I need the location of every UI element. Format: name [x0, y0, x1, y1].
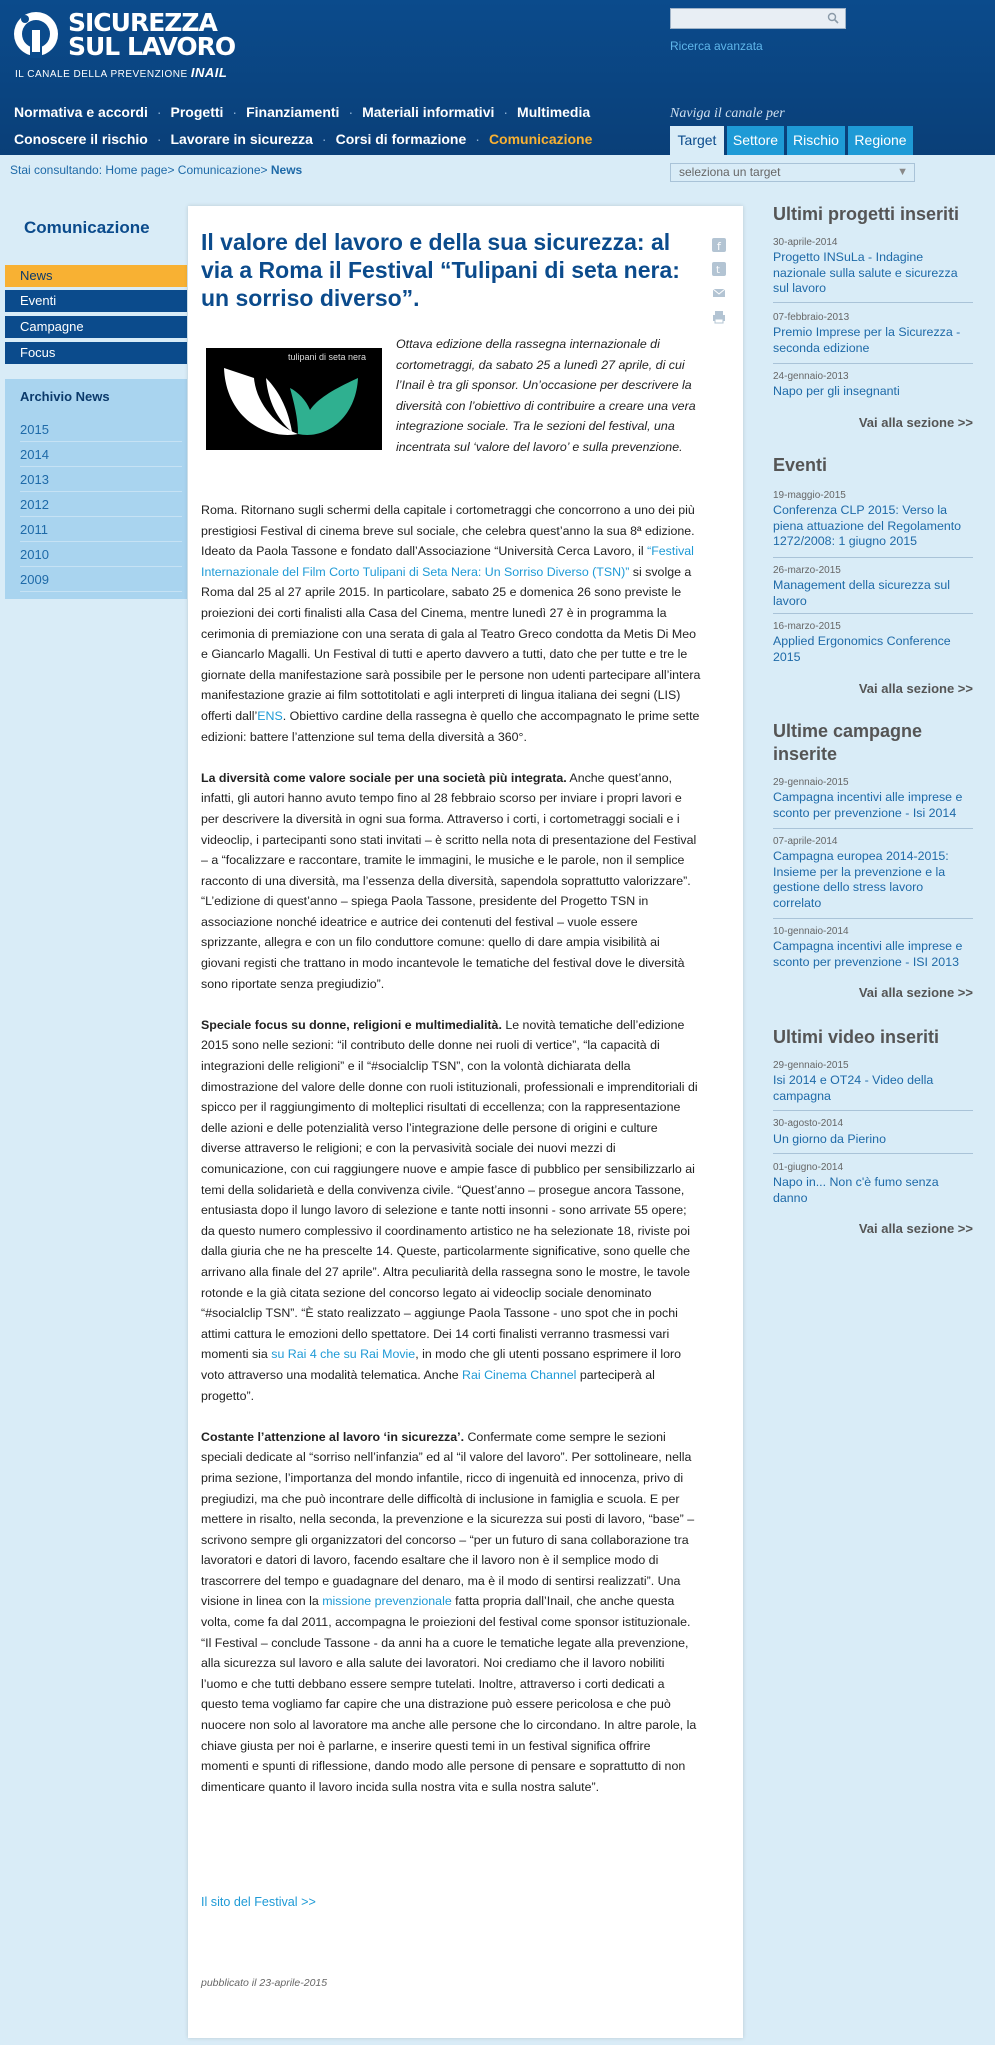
naviga-label: Naviga il canale per — [670, 106, 785, 121]
archive-year-2010[interactable]: 2010 — [20, 542, 182, 567]
festival-logo-caption: tulipani di seta nera — [288, 352, 367, 362]
sidebar-item-focus[interactable]: Focus — [5, 342, 187, 364]
breadcrumb: Stai consultando: Home page> Comunicazione> News — [10, 163, 303, 177]
evento-date: 19-maggio-2015 — [773, 490, 846, 501]
nav-normativa[interactable]: Normativa e accordi — [14, 104, 148, 120]
sidebar-item-news[interactable]: News — [5, 265, 187, 287]
nav-corsi-formazione[interactable]: Corsi di formazione — [335, 131, 467, 147]
progetto-date: 24-gennaio-2013 — [773, 371, 849, 382]
divider — [773, 918, 973, 919]
archivio-title: Archivio News — [20, 389, 110, 404]
svg-text:t: t — [716, 265, 720, 276]
article-paragraph-1: Roma. Ritornano sugli schermi della capitale i cortometraggi che concorrono a uno dei più prestigiosi Festival di cinema breve sul sociale, che celebra quest’anno la sua 8ª edizione. Ideato da Paola Tassone e fondato dall’Associazione “Università Cerca Lavoro, il “Festival Internazionale del Film Corto Tulipani di Seta Nera: Un Sorriso Diverso (TSN)” si svolge a Roma dal 25 al 27 aprile 2015. In particolare, sabato 25 e domenica 26 sono previste le proiezioni dei corti finalisti alla Casa del Cinema, mentre lunedì 27 è in programma la cerimonia di premiazione con una serata di gala al Teatro Greco condotta da Metis Di Meo e Giancarlo Magalli. Un Festival di tutti e aperto davvero a tutti, dato che per tutte e tre le giornate della manifestazione sarà possibile per le persone non udenti partecipare all’intera manifestazione grazie ai film sottotitolati e agli interpreti di lingua italiana dei segni (LIS) offerti dall’ENS. Obiettivo cardine della rassegna è quello che accompagnato le prime sette edizioni: battere l’attenzione sul tema della diversità a 360°. — [201, 503, 701, 744]
evento-link[interactable]: Conferenza CLP 2015: Verso la piena attuazione del Regolamento 1272/2008: 1 giugno 2015 — [773, 503, 962, 548]
divider — [773, 557, 973, 558]
evento-date: 26-marzo-2015 — [773, 565, 841, 576]
archivio-news-box — [5, 379, 187, 599]
festival-tsn-link[interactable]: “Festival Internazionale del Film Corto Tulipani di Seta Nera: Un Sorriso Diverso (TSN)” — [201, 544, 694, 579]
campagne-more-link[interactable]: Vai alla sezione >> — [858, 985, 973, 1000]
site-logo[interactable] — [12, 8, 237, 80]
progetto-date: 07-febbraio-2013 — [773, 312, 850, 323]
nav-lavorare-sicurezza[interactable]: Lavorare in sicurezza — [170, 131, 313, 147]
archive-year-2014[interactable]: 2014 — [20, 442, 182, 467]
article-paragraph-4: Costante l’attenzione al lavoro ‘in sicurezza’. Confermate come sempre le sezioni speciali dedicate al “sorriso nell’infanzia” ed al “il valore del lavoro”. Per sottolineare, nella prima sezione, l’importanza del mondo infantile, ricco di ingenuità ed innocenza, privo di pregiudizi, ma che può incontrare delle difficoltà di inclusione in famiglia e scuola. E per mettere in risalto, nella seconda, la prevenzione e la sicurezza sui posti di lavoro, “base” – scrivono sempre gli organizzatori del concorso – “per un futuro di sana collaborazione tra lavoratori e datori di lavoro, facendo esaltare che il lavoro non è il semplice modo di trascorrere del tempo e guadagnare del denaro, ma è il modo di sentirsi realizzati”. Una visione in linea con la missione prevenzionale fatta propria dall’Inail, che anche questa volta, come fa dal 2011, accompagna le proiezioni del festival come sponsor istituzionale. “Il Festival – conclude Tassone - da anni ha a cuore le tematiche legate alla prevenzione, alla sicurezza sul lavoro e alla salute dei lavoratori. Noi crediamo che il lavoro nobiliti l’uomo e che tutti debbano essere sempre tutelati. Inoltre, attraverso i corti dedicati a questo tema vogliamo far capire che una distrazione può essere pericolosa e che può nuocere non solo al lavoratore ma anche alle persone che lo circondano. In altre parole, la chiave giusta per noi è parlarne, e inserire questi temi in un festival significa offrire momenti e spunti di riflessione, dando modo alle persone di pensare e soprattutto di non dimenticare quanto il lavoro incida sulla nostra vita e sulla nostra salute”. — [201, 1429, 697, 1794]
article-card — [188, 206, 743, 2038]
email-icon[interactable] — [712, 286, 726, 300]
main-nav-row1: Normativa e accordi · Progetti · Finanziamenti · Materiali informativi · Multimedia — [14, 104, 591, 120]
progetto-link[interactable]: Progetto INSuLa - Indagine nazionale sulla salute e sicurezza sul lavoro — [773, 250, 958, 295]
twitter-icon[interactable] — [712, 262, 726, 276]
tab-rischio[interactable]: Rischio — [787, 126, 845, 155]
tab-regione[interactable]: Regione — [848, 126, 913, 155]
archive-year-2012[interactable]: 2012 — [20, 492, 182, 517]
nav-materiali[interactable]: Materiali informativi — [362, 104, 495, 120]
main-nav-row2: Conoscere il rischio · Lavorare in sicurezza · Corsi di formazione · Comunicazione — [14, 131, 593, 147]
progetto-link[interactable]: Premio Imprese per la Sicurezza - seconda edizione — [773, 325, 961, 355]
progetti-section-title: Ultimi progetti inseriti — [773, 204, 960, 224]
inail-brand: INAIL — [190, 65, 228, 80]
divider — [773, 613, 973, 614]
evento-link[interactable]: Management della sicurezza sul lavoro — [773, 578, 951, 608]
logo-line2: SUL LAVORO — [68, 32, 236, 61]
logo-mark-icon — [12, 10, 60, 58]
video-link[interactable]: Un giorno da Pierino — [773, 1132, 886, 1146]
campagna-link[interactable]: Campagna incentivi alle imprese e sconto per prevenzione - ISI 2013 — [773, 939, 963, 969]
progetti-more-link[interactable]: Vai alla sezione >> — [858, 415, 973, 430]
chevron-down-icon: ▼ — [897, 166, 908, 178]
target-select-value: seleziona un target — [679, 165, 781, 179]
nav-comunicazione[interactable]: Comunicazione — [488, 131, 593, 147]
facebook-icon[interactable] — [712, 238, 726, 252]
campagna-link[interactable]: Campagna incentivi alle imprese e sconto per prevenzione - Isi 2014 — [773, 790, 963, 820]
video-more-link[interactable]: Vai alla sezione >> — [858, 1221, 973, 1236]
section-title: Comunicazione — [24, 218, 150, 237]
nav-multimedia[interactable]: Multimedia — [517, 104, 591, 120]
campagna-link[interactable]: Campagna europea 2014-2015: Insieme per la prevenzione e la gestione dello stress lavoro correlato — [773, 849, 949, 910]
missione-prevenzionale-link[interactable]: missione prevenzionale — [322, 1594, 452, 1609]
archive-year-2013[interactable]: 2013 — [20, 467, 182, 492]
nav-progetti[interactable]: Progetti — [170, 104, 224, 120]
sidebar-item-eventi[interactable]: Eventi — [5, 290, 187, 312]
breadcrumb-home[interactable]: Home page — [105, 163, 168, 177]
logo-line1: SICUREZZA — [68, 8, 217, 37]
nav-finanziamenti[interactable]: Finanziamenti — [246, 104, 340, 120]
advanced-search-link[interactable]: Ricerca avanzata — [670, 39, 763, 53]
breadcrumb-prefix: Stai consultando: — [10, 163, 103, 177]
archive-year-2015[interactable]: 2015 — [20, 417, 182, 442]
tab-target[interactable]: Target — [670, 126, 724, 155]
article-paragraph-2: La diversità come valore sociale per una società più integrata. Anche quest’anno, infatti, gli autori hanno avuto tempo fino al 28 febbraio scorso per inviare i propri lavori e per descrivere la diversità in ogni sua forma. Attraverso i corti, i cortometraggi sociali e i videoclip, i partecipanti sono stati invitati – è scritto nella nota di presentazione del Festival – a “focalizzare e raccontare, tramite le immagini, le musiche e le parole, non il semplice racconto di una diversità, ma l’essenza della diversità, sapendola soprattutto valorizzare”. “L’edizione di quest’anno – spiega Paola Tassone, presidente del Progetto TSN in associazione nonché ideatrice e autrice dei contenuti del festival – vuole essere sprizzante, allegra e con un filo conduttore comune: quello di dare ampia visibilità ai giovani registi che trattano in modo incantevole le tematiche del festival dove le diversità sono riportate senza pregiudizio”. — [201, 770, 697, 991]
lead-text: Ottava edizione della rassegna internazionale di cortometraggi, da sabato 25 a lunedì 27 aprile, di cui l’Inail è tra gli sponsor. Un’occasione per descrivere la diversità con l’obiettivo di contribuire a creare una vera integrazione sociale. Tra le sezioni del festival, una incentrata sul ‘valore del lavoro’ e sulla prevenzione. — [396, 337, 696, 454]
divider — [773, 1153, 973, 1154]
progetto-date: 30-aprile-2014 — [773, 237, 838, 248]
campagna-date: 10-gennaio-2014 — [773, 926, 849, 937]
tab-settore[interactable]: Settore — [727, 126, 784, 155]
video-date: 30-agosto-2014 — [773, 1118, 844, 1129]
divider — [773, 302, 973, 303]
evento-date: 16-marzo-2015 — [773, 621, 841, 632]
sidebar-item-campagne[interactable]: Campagne — [5, 316, 187, 338]
divider — [773, 1110, 973, 1111]
breadcrumb-current: News — [270, 163, 303, 177]
video-link[interactable]: Isi 2014 e OT24 - Video della campagna — [773, 1073, 934, 1103]
article-paragraph-3: Speciale focus su donne, religioni e multimedialità. Le novità tematiche dell’edizione 2015 sono nelle sezioni: “il contributo delle donne nei ruoli di vertice”, “la capacità di integrazioni delle religioni” e il “#socialclip TSN”, con la volontà dichiarata della dimostrazione del valore delle donne con ruoli istituzionali, professionali e imprenditoriali di spicco per il raggiungimento di molteplici risultati di eccellenza; con la rappresentazione delle azioni e delle potenzialità verso l’integrazione delle persone di origini e culture diverse attraverso le religioni; e con la pervasività sociale dei nuovi mezzi di comunicazione, con cui raggiungere nuove e ampie fasce di pubblico per sensibilizzarlo ai temi della solidarietà e della convivenza civile. “Quest’anno – prosegue ancora Tassone, entusiasta dopo il lungo lavoro di selezione e tante notti insonni - sono arrivate 55 opere; da questo numero complessivo il coordinamento artistico ne ha selezionate 18, riviste poi dalla giuria che ne ha prescelte 14. Queste, particolarmente significative, sono quelle che arrivano alla finale del 27 aprile”. Altra peculiarità della rassegna sono le mostre, le tavole rotonde e la già citata sezione del concorso legato ai videoclip sociale denominato “#socialclip TSN”. “È stato realizzato – aggiunge Paola Tassone - uno spot che in pochi attimi cattura le emozioni dello spettatore. Dei 14 corti finalisti verranno trasmessi vari momenti sia su Rai 4 che su Rai Movie, in modo che gli utenti possano esprimere il loro voto attraverso una modalità telematica. Anche Rai Cinema Channel parteciperà al progetto”. — [201, 1017, 698, 1403]
article-body — [201, 500, 701, 1818]
eventi-more-link[interactable]: Vai alla sezione >> — [858, 681, 973, 696]
nav-conoscere-rischio[interactable]: Conoscere il rischio — [14, 131, 148, 147]
archive-year-2011[interactable]: 2011 — [20, 517, 182, 542]
logo-tagline: IL CANALE DELLA PREVENZIONE INAIL — [15, 65, 228, 80]
target-select[interactable] — [670, 163, 915, 182]
video-date: 29-gennaio-2015 — [773, 1060, 849, 1071]
divider — [773, 828, 973, 829]
video-section-title: Ultimi video inseriti — [773, 1027, 940, 1047]
campagna-date: 07-aprile-2014 — [773, 836, 838, 847]
rai-cinema-channel-link[interactable]: Rai Cinema Channel — [462, 1367, 577, 1382]
svg-text:f: f — [717, 240, 721, 252]
site-header — [0, 0, 995, 155]
video-date: 01-giugno-2014 — [773, 1162, 844, 1173]
breadcrumb-section[interactable]: Comunicazione — [177, 163, 261, 177]
published-date: pubblicato il 23-aprile-2015 — [201, 1977, 328, 1989]
campagne-section-title: Ultime campagne inserite — [773, 721, 923, 764]
tulip-logo-icon — [206, 348, 382, 450]
search-input[interactable] — [670, 8, 846, 29]
eventi-section-title: Eventi — [773, 455, 828, 475]
progetto-link[interactable]: Napo per gli insegnanti — [773, 384, 900, 398]
evento-link[interactable]: Applied Ergonomics Conference 2015 — [773, 634, 951, 664]
campagna-date: 29-gennaio-2015 — [773, 777, 849, 788]
divider — [773, 363, 973, 364]
ens-link[interactable]: ENS — [257, 708, 283, 723]
video-link[interactable]: Napo in... Non c'è fumo senza danno — [773, 1175, 939, 1205]
festival-logo-image — [206, 348, 382, 450]
archive-year-2009[interactable]: 2009 — [20, 567, 182, 592]
article-title: Il valore del lavoro e della sua sicurezza: al via a Roma il Festival “Tulipani di seta nera: un sorriso diverso”. — [201, 229, 680, 311]
festival-site-link[interactable]: Il sito del Festival >> — [201, 1895, 316, 1909]
print-icon[interactable] — [712, 310, 726, 324]
rai4-raimovie-link[interactable]: su Rai 4 che su Rai Movie — [271, 1347, 416, 1362]
search-icon[interactable] — [827, 12, 839, 24]
